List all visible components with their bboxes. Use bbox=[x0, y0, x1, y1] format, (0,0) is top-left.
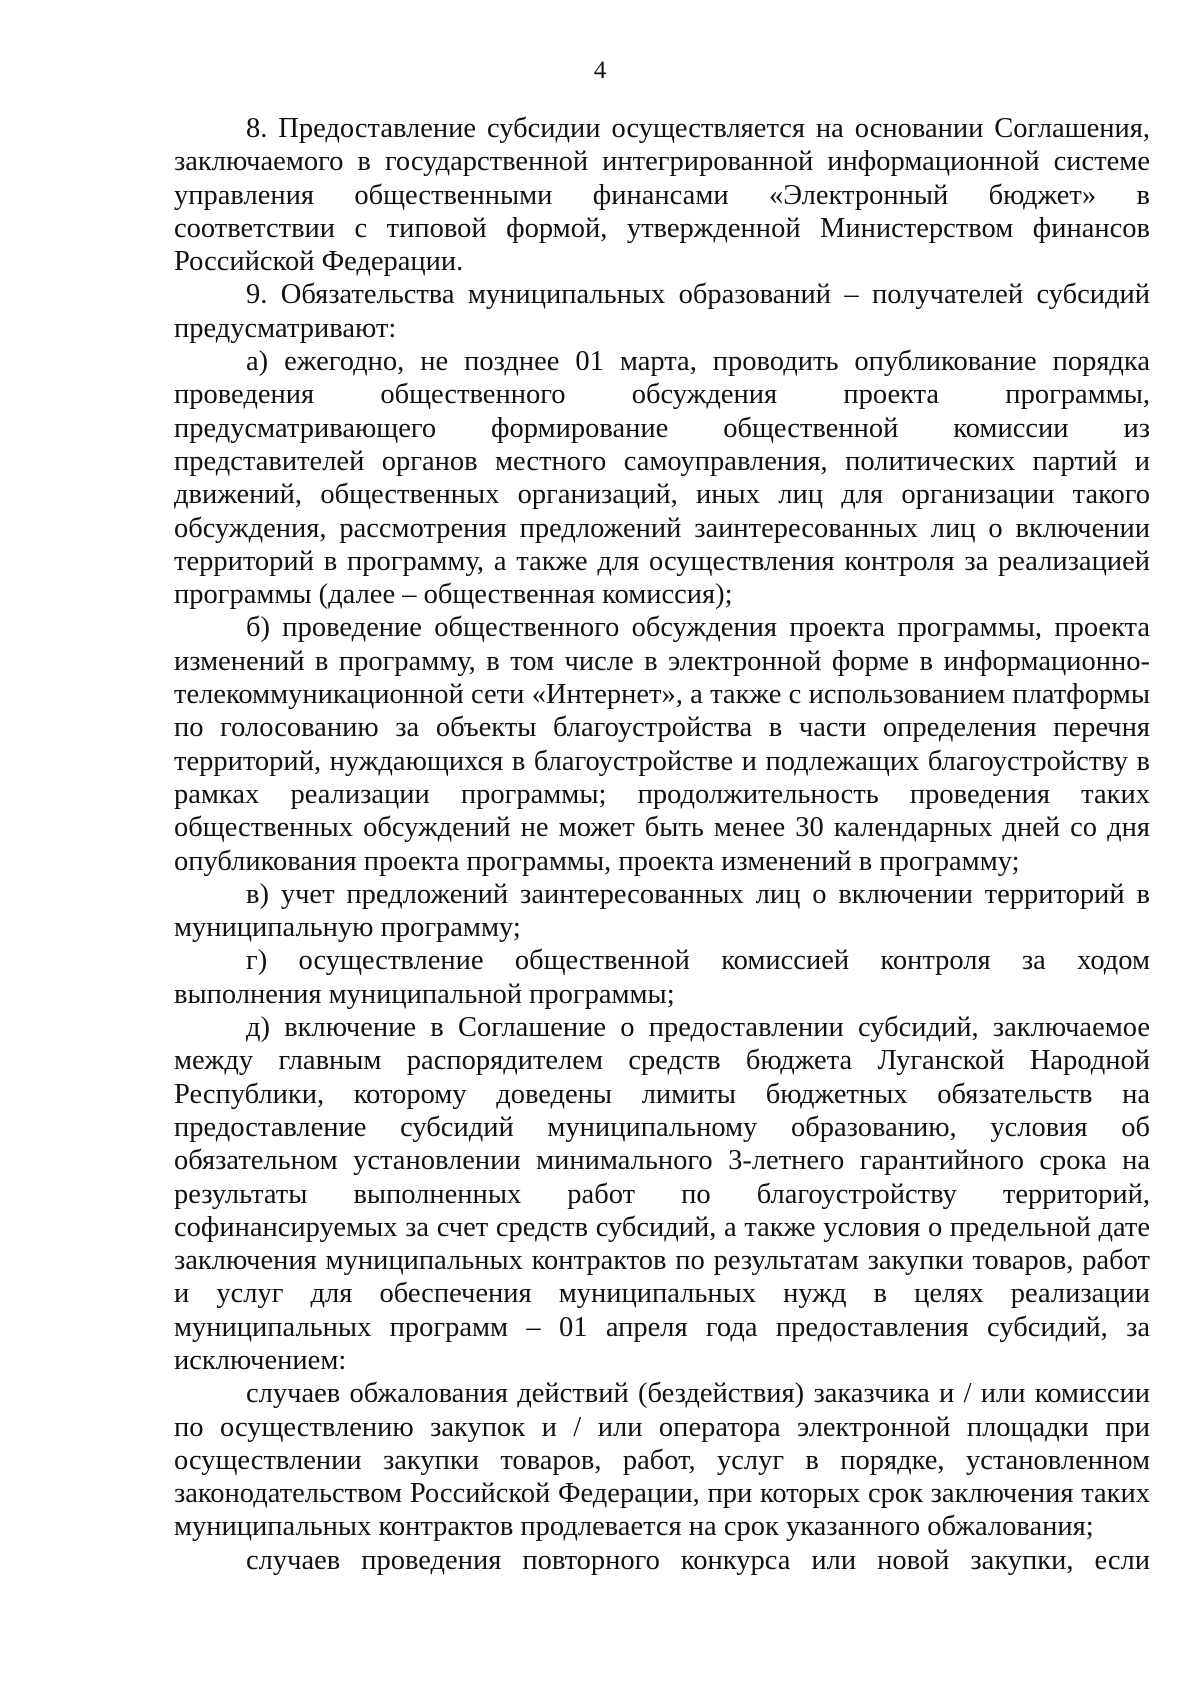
paragraph-a-publication-procedure: а) ежегодно, не позднее 01 марта, проводить опубликование порядка проведения общественного обсуждения проекта программы, предусматривающего формирование общественной комиссии из представителей органов местного самоуправления, политических партий и движений, общественных организаций, иных лиц для организации такого обсуждения, рассмотрения предложений заинтересованных лиц о включении территорий в программу, а также для осуществления контроля за реализацией программы (далее – общественная комиссия); bbox=[174, 346, 1150, 611]
paragraph-d-agreement-conditions: д) включение в Соглашение о предоставлении субсидий, заключаемое между главным распорядителем средств бюджета Луганской Народной Республики, которому доведены лимиты бюджетных обязательств на предоставление субсидий муниципальному образованию, условия об обязательном установлении минимального 3-летнего гарантийного срока на результаты выполненных работ по благоустройству территорий, софинансируемых за счет средств субсидий, а также условия о предельной дате заключения муниципальных контрактов по результатам закупки товаров, работ и услуг для обеспечения муниципальных нужд в целях реализации муниципальных программ – 01 апреля года предоставления субсидий, за исключением: bbox=[174, 1012, 1150, 1376]
paragraph-8-subsidy-agreement: 8. Предоставление субсидии осуществляется на основании Соглашения, заключаемого в государственной интегрированной информационной системе управления общественными финансами «Электронный бюджет» в соответствии с типовой формой, утвержденной Министерством финансов Российской Федерации. bbox=[174, 113, 1150, 278]
paragraph-repeat-tender-cases: случаев проведения повторного конкурса или новой закупки, если bbox=[246, 1544, 1150, 1576]
paragraph-appeal-cases: случаев обжалования действий (бездействия) заказчика и / или комиссии по осуществлению закупок и / или оператора электронной площадки при осуществлении закупки товаров, работ, услуг в порядке, установленном законодательством Российской Федерации, при которых срок заключения таких муниципальных контрактов продлевается на срок указанного обжалования; bbox=[174, 1378, 1150, 1543]
paragraph-9-obligations: 9. Обязательства муниципальных образований – получателей субсидий предусматривают: bbox=[174, 279, 1150, 344]
document-body bbox=[174, 112, 1150, 1577]
paragraph-b-public-discussion: б) проведение общественного обсуждения проекта программы, проекта изменений в программу, в том числе в электронной форме в информационно-телекоммуникационной сети «Интернет», а также с использованием платформы по голосованию за объекты благоустройства в части определения перечня территорий, нуждающихся в благоустройстве и подлежащих благоустройству в рамках реализации программы; продолжительность проведения таких общественных обсуждений не может быть менее 30 календарных дней со дня опубликования проекта программы, проекта изменений в программу; bbox=[174, 612, 1150, 877]
paragraph-g-commission-control: г) осуществление общественной комиссией контроля за ходом выполнения муниципальной программы; bbox=[174, 945, 1150, 1010]
page-number: 4 bbox=[593, 57, 607, 84]
paragraph-v-proposals: в) учет предложений заинтересованных лиц о включении территорий в муниципальную программу; bbox=[174, 878, 1150, 944]
